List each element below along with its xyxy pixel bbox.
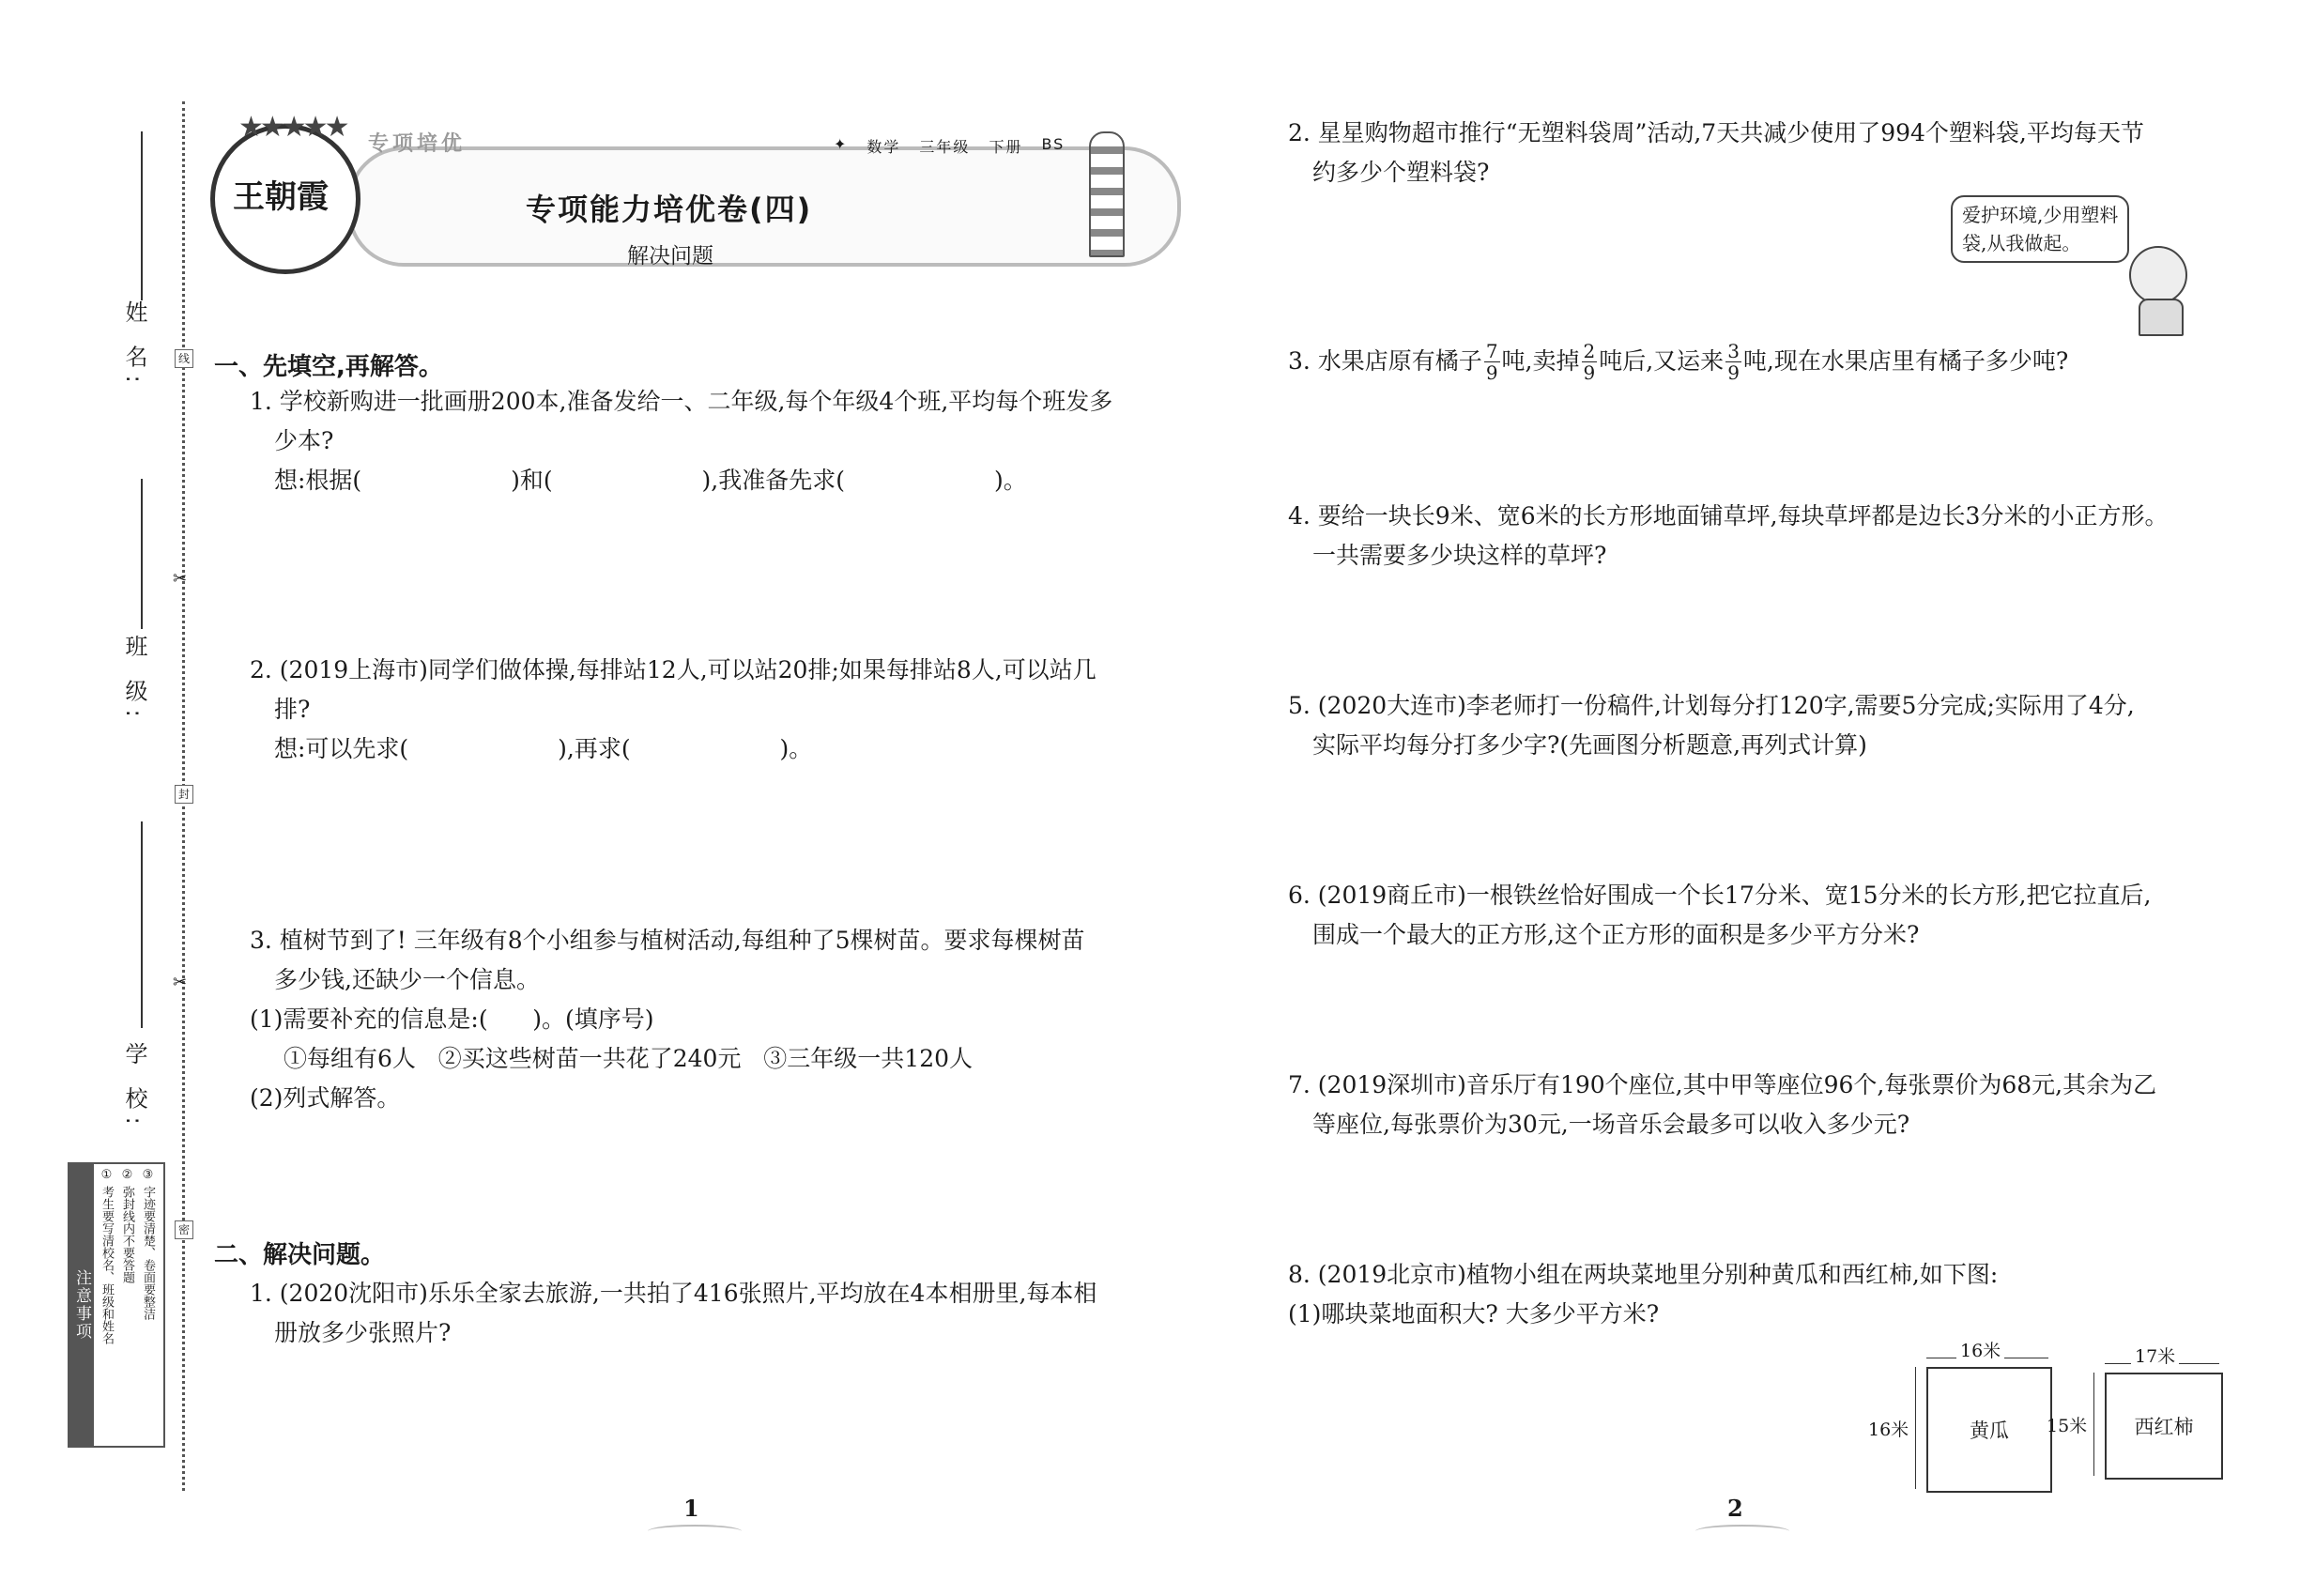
page-number: 1 bbox=[683, 1495, 699, 1522]
school-label: 学 校: bbox=[121, 1042, 147, 1132]
tomato-field bbox=[2105, 1373, 2223, 1480]
fraction: $\frac{2}{9}$ bbox=[1583, 339, 1596, 384]
scissors-icon: ✂ bbox=[173, 569, 188, 589]
bubble-text: 爱护环境,少用塑料 bbox=[1962, 204, 2119, 226]
field-label: 西红柿 bbox=[2134, 1416, 2194, 1438]
q3-mid: 吨,卖掉 bbox=[1501, 347, 1580, 375]
seal-mark-line: 线 bbox=[175, 349, 193, 368]
dimension-label: 17米 bbox=[2131, 1343, 2179, 1368]
question-text: 5. (2020大连市)李老师打一份稿件,计划每分打120字,需要5分完成;实际用了4分, bbox=[1288, 692, 2135, 719]
question-text: 1. 学校新购进一批画册200本,准备发给一、二年级,每个年级4个班,平均每个班发多 bbox=[250, 388, 1113, 415]
page-ornament bbox=[1695, 1525, 1789, 1538]
tag-label: 专项培优 bbox=[368, 132, 467, 156]
logo-text: 王朝霞 bbox=[233, 178, 329, 216]
cucumber-field bbox=[1926, 1367, 2052, 1493]
question-text: 约多少个塑料袋? bbox=[1312, 159, 1490, 186]
question-text: 一共需要多少块这样的草坪? bbox=[1312, 542, 1607, 569]
question-text: 多少钱,还缺少一个信息。 bbox=[274, 966, 540, 993]
notice-item: ① 考生要写清校名、班级和姓名 bbox=[100, 1168, 114, 1345]
q3-suffix: 吨,现在水果店里有橘子多少吨? bbox=[1742, 347, 2069, 375]
question-text: 4. 要给一块长9米、宽6米的长方形地面铺草坪,每块草坪都是边长3分米的小正方形。 bbox=[1288, 502, 2169, 529]
grade: 三年级 bbox=[919, 138, 971, 156]
dimension-label: 16米 bbox=[1868, 1420, 1909, 1440]
question-text: 7. (2019深圳市)音乐厅有190个座位,其中甲等座位96个,每张票价为68元,其余为乙 bbox=[1288, 1071, 2157, 1098]
speech-bubble bbox=[1951, 195, 2129, 263]
question-text bbox=[1288, 329, 2068, 394]
lighthouse-icon bbox=[1089, 131, 1125, 257]
q3-mid: 吨后,又运来 bbox=[1599, 347, 1725, 375]
question-text: 1. (2020沈阳市)乐乐全家去旅游,一共拍了416张照片,平均放在4本相册里,每本相 bbox=[250, 1280, 1097, 1307]
header-banner bbox=[207, 111, 1183, 272]
notice-title: 注意事项 bbox=[69, 1164, 94, 1446]
dimension-label: 15米 bbox=[2047, 1416, 2088, 1436]
page-number: 2 bbox=[1727, 1495, 1743, 1522]
page-ornament bbox=[648, 1525, 742, 1538]
notice-item: ② 弥封线内不要答题 bbox=[120, 1168, 134, 1284]
edition: BS bbox=[1041, 135, 1066, 153]
fill-blank-hint[interactable]: 想:可以先求( ),再求( )。 bbox=[274, 735, 813, 762]
question-text: 实际平均每分打多少字?(先画图分析题意,再列式计算) bbox=[1312, 731, 1867, 759]
name-field[interactable] bbox=[141, 131, 143, 300]
section-heading: 一、先填空,再解答。 bbox=[214, 353, 443, 381]
binding-margin bbox=[0, 0, 207, 1596]
field-label: 黄瓜 bbox=[1970, 1420, 2009, 1442]
question-text: 2. 星星购物超市推行“无塑料袋周”活动,7天共减少使用了994个塑料袋,平均每天节 bbox=[1288, 119, 2144, 146]
q3-prefix: 3. 水果店原有橘子 bbox=[1288, 347, 1482, 375]
girl-body bbox=[2139, 299, 2184, 336]
course-info bbox=[834, 135, 1065, 157]
page-subtitle: 解决问题 bbox=[627, 244, 713, 269]
fraction: $\frac{7}{9}$ bbox=[1485, 339, 1498, 384]
fill-blank-hint[interactable]: (1)需要补充的信息是:( )。(填序号) bbox=[250, 1005, 654, 1033]
question-text: 3. 植树节到了! 三年级有8个小组参与植树活动,每组种了5棵树苗。要求每棵树苗 bbox=[250, 927, 1085, 954]
name-label: 姓 名: bbox=[121, 300, 147, 391]
fraction: $\frac{3}{9}$ bbox=[1727, 339, 1740, 384]
girl-illustration bbox=[2129, 246, 2187, 304]
answer-options: ①每组有6人 ②买这些树苗一共花了240元 ③三年级一共120人 bbox=[284, 1045, 974, 1072]
question-text: 2. (2019上海市)同学们做体操,每排站12人,可以站20排;如果每排站8人,可以站几 bbox=[250, 656, 1096, 683]
logo-crown-icon: ★★★★★ bbox=[238, 111, 346, 144]
question-text: 6. (2019商丘市)一根铁丝恰好围成一个长17分米、宽15分米的长方形,把它拉直后, bbox=[1288, 882, 2152, 909]
scissors-icon: ✂ bbox=[173, 973, 188, 992]
question-text: 8. (2019北京市)植物小组在两块菜地里分别种黄瓜和西红柿,如下图: bbox=[1288, 1261, 1999, 1288]
sub-question: (2)列式解答。 bbox=[250, 1084, 401, 1112]
question-text: 围成一个最大的正方形,这个正方形的面积是多少平方分米? bbox=[1312, 921, 1920, 948]
section-heading: 二、解决问题。 bbox=[214, 1241, 386, 1269]
sub-question: (1)哪块菜地面积大? 大多少平方米? bbox=[1288, 1300, 1660, 1327]
question-text: 少本? bbox=[274, 427, 334, 454]
bubble-text: 袋,从我做起。 bbox=[1962, 232, 2081, 254]
fill-blank-hint[interactable]: 想:根据( )和( ),我准备先求( )。 bbox=[274, 467, 1027, 494]
page-title: 专项能力培优卷(四) bbox=[526, 192, 813, 227]
subject: 数学 bbox=[866, 138, 901, 156]
dimension-line bbox=[2093, 1373, 2094, 1476]
notice-box bbox=[68, 1162, 165, 1448]
question-text: 册放多少张照片? bbox=[274, 1319, 452, 1346]
dimension-line bbox=[1915, 1367, 1916, 1489]
seal-mark-secret: 密 bbox=[175, 1220, 193, 1239]
class-label: 班 级: bbox=[121, 635, 147, 725]
school-field[interactable] bbox=[141, 821, 143, 1028]
class-field[interactable] bbox=[141, 479, 143, 629]
volume: 下册 bbox=[989, 138, 1023, 156]
sparkle-icon: ✦ bbox=[834, 135, 849, 153]
notice-item: ③ 字迹要清楚、卷面要整洁 bbox=[141, 1168, 155, 1321]
question-text: 排? bbox=[274, 696, 311, 723]
question-text: 等座位,每张票价为30元,一场音乐会最多可以收入多少元? bbox=[1312, 1111, 1910, 1138]
seal-mark-seal: 封 bbox=[175, 785, 193, 804]
dimension-label: 16米 bbox=[1956, 1337, 2004, 1362]
